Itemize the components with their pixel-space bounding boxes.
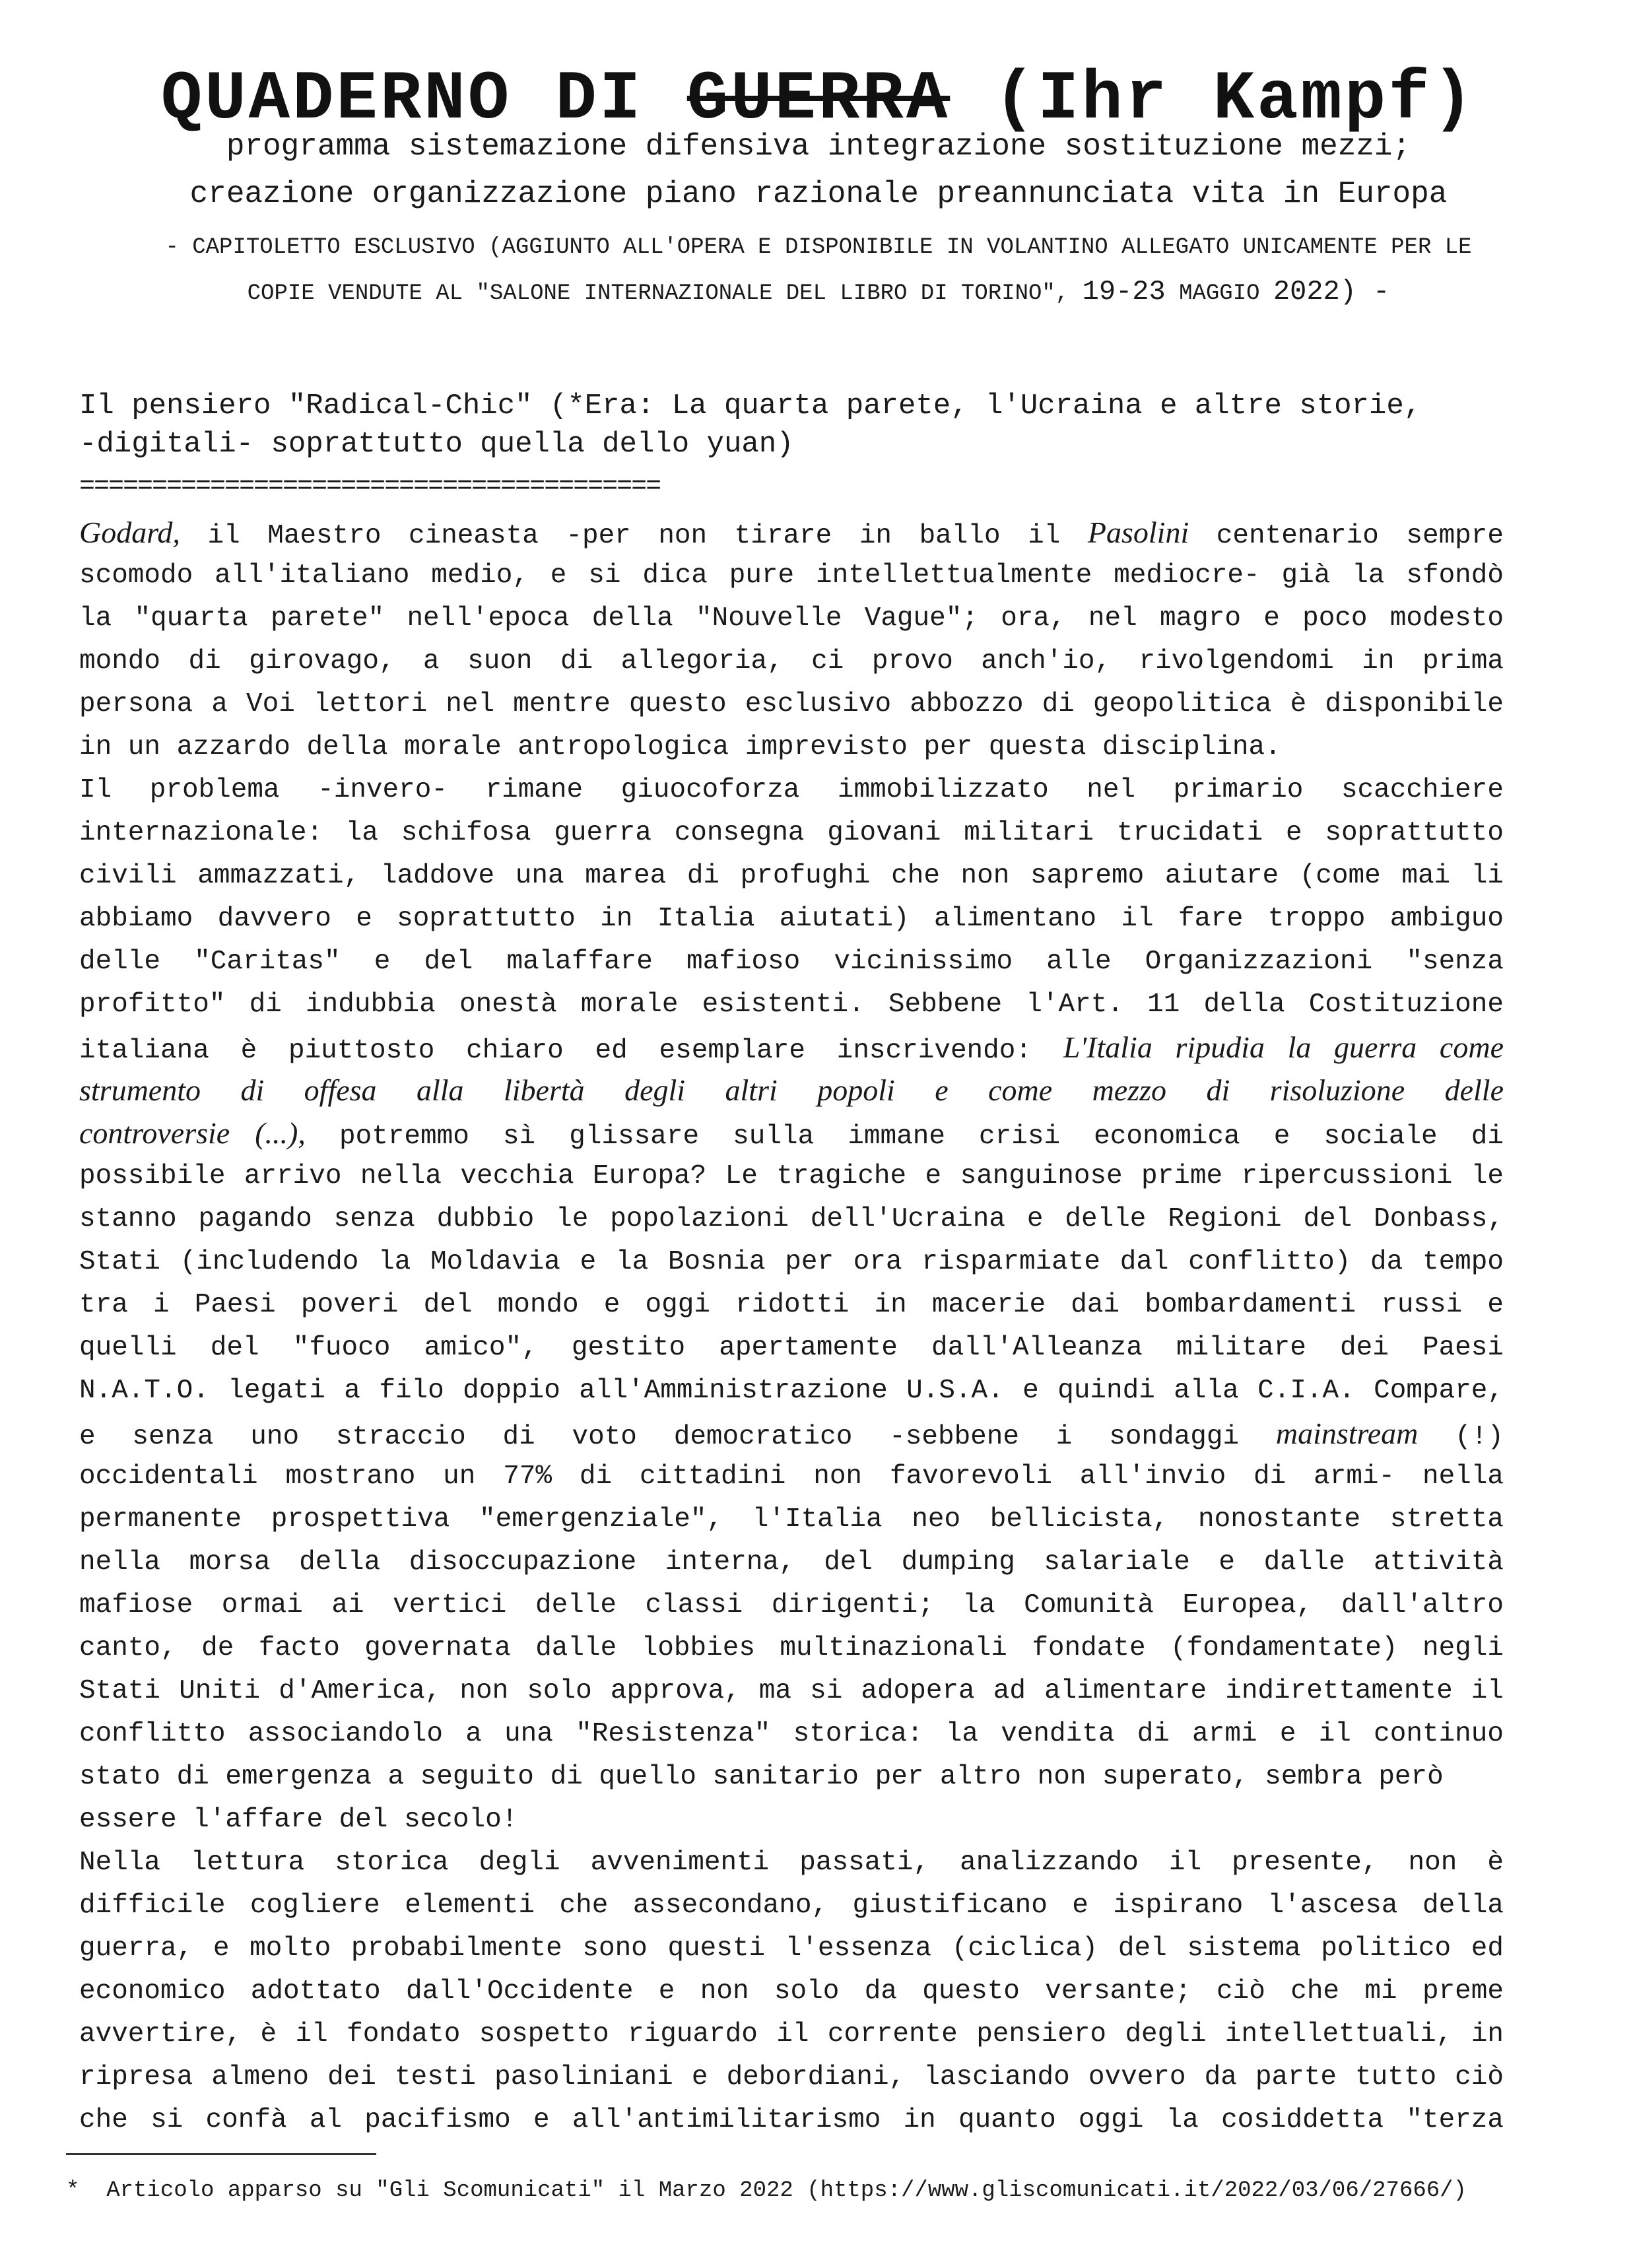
text-segment: abbiamo davvero e soprattutto in Italia aiutati) alimentano il fare troppo ambiguo: [79, 904, 1504, 934]
text-segment: potremmo sì glissare sulla immane crisi economica e sociale di: [305, 1121, 1504, 1152]
italic-text: Godard,: [79, 516, 180, 549]
body-line: [79, 602, 1504, 635]
text-segment: il Maestro cineasta -per non tirare in ballo il: [180, 521, 1088, 551]
separator: ========================================: [79, 472, 661, 502]
italic-text: mainstream: [1275, 1417, 1419, 1450]
text-segment: ripresa almeno dei testi pasoliniani e debordiani, lasciando ovvero da parte tutto ciò: [79, 2062, 1504, 2092]
text-segment: scomodo all'italiano medio, e si dica pure intellettualmente mediocre- già la sfondò: [79, 560, 1504, 591]
title-struck-word: GUERRA: [686, 61, 951, 139]
text-segment: Stati Uniti d'America, non solo approva, ma si adopera ad alimentare indirettamente il: [79, 1676, 1504, 1706]
body-line: [79, 688, 1504, 721]
body-line: [79, 1718, 1504, 1751]
text-segment: N.A.T.O. legati a filo doppio all'Amministrazione U.S.A. e quindi alla C.I.A. Compare,: [79, 1376, 1504, 1406]
text-segment: civili ammazzati, laddove una marea di profughi che non sapremo aiutare (come mai li: [79, 861, 1504, 891]
text-segment: Il problema -invero- rimane giuocoforza immobilizzato nel primario scacchiere: [79, 775, 1504, 805]
body-line: [79, 1117, 1504, 1153]
body-line: [79, 859, 1504, 892]
text-segment: delle "Caritas" e del malaffare mafioso vicinissimo alle Organizzazioni "senza: [79, 947, 1504, 977]
text-segment: (!): [1418, 1422, 1504, 1452]
text-segment: difficile cogliere elementi che assecondano, giustificano e ispirano l'ascesa della: [79, 1890, 1504, 1921]
text-segment: che si confà al pacifismo e all'antimilitarismo in quanto oggi la cosiddetta "terza: [79, 2105, 1504, 2135]
text-segment: guerra, e molto probabilmente sono questi l'essenza (ciclica) del sistema politico ed: [79, 1933, 1504, 1964]
note-line-2: [0, 276, 1637, 308]
body-line: [79, 731, 1504, 764]
body-line: [79, 1331, 1504, 1364]
note-text: COPIE VENDUTE AL "SALONE INTERNAZIONALE DEL LIBRO DI TORINO",: [247, 281, 1083, 306]
title-suffix: (Ihr Kampf): [950, 61, 1477, 139]
body-line: [79, 2061, 1504, 2094]
body-line: [79, 1503, 1504, 1536]
body-line: [79, 1074, 1504, 1110]
text-segment: Stati (includendo la Moldavia e la Bosnia per ora risparmiate dal conflitto) da tempo: [79, 1247, 1504, 1277]
text-segment: centenario sempre: [1189, 521, 1504, 551]
text-segment: stato di emergenza a seguito di quello sanitario per altro non superato, sembra però: [79, 1762, 1444, 1792]
body-line: [79, 817, 1504, 850]
text-segment: possibile arrivo nella vecchia Europa? Le tragiche e sanguinose prime ripercussioni le: [79, 1161, 1504, 1191]
note-line-1: - CAPITOLETTO ESCLUSIVO (AGGIUNTO ALL'OPERA E DISPONIBILE IN VOLANTINO ALLEGATO UNICAMENTE PER LE: [165, 235, 1472, 260]
footnote: [66, 2178, 1467, 2203]
section-heading-line-2: -digitali- soprattutto quella dello yuan): [79, 428, 794, 461]
body-line: [79, 559, 1504, 592]
body-line: [79, 645, 1504, 678]
body-line: [79, 1675, 1504, 1708]
italic-text: strumento di offesa alla libertà degli altri popoli e come mezzo di risoluzione delle: [79, 1073, 1504, 1107]
body-line: [79, 1417, 1504, 1453]
text-segment: nella morsa della disoccupazione interna, del dumping salariale e dalle attività: [79, 1547, 1504, 1578]
body-line: [79, 1203, 1504, 1236]
body-line: [79, 1246, 1504, 1279]
footnote-divider: [66, 2153, 376, 2155]
italic-text: Pasolini: [1087, 516, 1189, 549]
text-segment: italiana è piuttosto chiaro ed esemplare inscrivendo:: [79, 1036, 1063, 1066]
text-segment: mafiose ormai ai vertici delle classi dirigenti; la Comunità Europea, dall'altro: [79, 1590, 1504, 1620]
title-prefix: QUADERNO DI: [160, 61, 687, 139]
body-line: [79, 774, 1504, 807]
text-segment: internazionale: la schifosa guerra consegna giovani militari trucidati e soprattutto: [79, 818, 1504, 848]
body-line: [79, 1932, 1504, 1965]
text-segment: la "quarta parete" nell'epoca della "Nouvelle Vague"; ora, nel magro e poco modesto: [79, 603, 1504, 634]
body-line: [79, 1889, 1504, 1922]
body-line: [79, 1288, 1504, 1321]
text-segment: permanente prospettiva "emergenziale", l'Italia neo bellicista, nonostante stretta: [79, 1504, 1504, 1535]
text-segment: economico adottato dall'Occidente e non solo da questo versante; ciò che mi preme: [79, 1976, 1504, 2007]
body-line: [79, 1760, 1504, 1793]
text-segment: avvertire, è il fondato sospetto riguardo il corrente pensiero degli intellettuali, in: [79, 2019, 1504, 2050]
text-segment: quelli del "fuoco amico", gestito apertamente dall'Alleanza militare dei Paesi: [79, 1333, 1504, 1363]
body-line: [79, 516, 1504, 552]
italic-text: controversie (...),: [79, 1116, 306, 1150]
text-segment: tra i Paesi poveri del mondo e oggi ridotti in macerie dai bombardamenti russi e: [79, 1290, 1504, 1320]
note-year: 2022) -: [1273, 276, 1390, 308]
body-line: [79, 902, 1504, 935]
body-line: [79, 988, 1504, 1021]
body-line: [79, 2104, 1504, 2137]
footnote-text: Articolo apparso su "Gli Scomunicati" il Marzo 2022 (https://www.gliscomunicati.it/2022/03/06/27666/): [106, 2178, 1467, 2203]
body-line: [79, 1589, 1504, 1622]
footnote-marker: *: [66, 2178, 80, 2203]
body-line: [79, 1460, 1504, 1493]
body-line: [79, 1803, 1504, 1836]
body-line: [79, 1632, 1504, 1665]
subtitle-2: creazione organizzazione piano razionale preannunciata vita in Europa: [189, 177, 1448, 211]
body-line: [79, 2018, 1504, 2051]
note-month: MAGGIO: [1165, 281, 1273, 306]
text-segment: occidentali mostrano un 77% di cittadini non favorevoli all'invio di armi- nella: [79, 1461, 1504, 1492]
text-segment: canto, de facto governata dalle lobbies multinazionali fondate (fondamentate) negli: [79, 1633, 1504, 1663]
body-line: [79, 1160, 1504, 1193]
subtitle-1: programma sistemazione difensiva integrazione sostituzione mezzi;: [226, 129, 1411, 164]
text-segment: in un azzardo della morale antropologica imprevisto per questa disciplina.: [79, 732, 1281, 762]
note-dates: 19-23: [1082, 276, 1166, 308]
body-line: [79, 1374, 1504, 1407]
text-segment: essere l'affare del secolo!: [79, 1805, 518, 1835]
body-line: [79, 1546, 1504, 1579]
text-segment: stanno pagando senza dubbio le popolazioni dell'Ucraina e delle Regioni del Donbass,: [79, 1204, 1504, 1234]
text-segment: e senza uno straccio di voto democratico -sebbene i sondaggi: [79, 1422, 1276, 1452]
italic-text: L'Italia ripudia la guerra come: [1063, 1030, 1504, 1064]
document-title: [0, 61, 1637, 139]
body-line: [79, 1975, 1504, 2008]
text-segment: Nella lettura storica degli avvenimenti passati, analizzando il presente, non è: [79, 1848, 1504, 1878]
body-line: [79, 1031, 1504, 1067]
text-segment: profitto" di indubbia onestà morale esistenti. Sebbene l'Art. 11 della Costituzione: [79, 989, 1504, 1020]
body-line: [79, 945, 1504, 978]
body-line: [79, 1846, 1504, 1879]
text-segment: persona a Voi lettori nel mentre questo esclusivo abbozzo di geopolitica è disponibile: [79, 689, 1504, 719]
section-heading-line-1: Il pensiero "Radical-Chic" (*Era: La quarta parete, l'Ucraina e altre storie,: [79, 389, 1422, 422]
text-segment: mondo di girovago, a suon di allegoria, ci provo anch'io, rivolgendomi in prima: [79, 646, 1504, 677]
text-segment: conflitto associandolo a una "Resistenza" storica: la vendita di armi e il continuo: [79, 1719, 1504, 1749]
